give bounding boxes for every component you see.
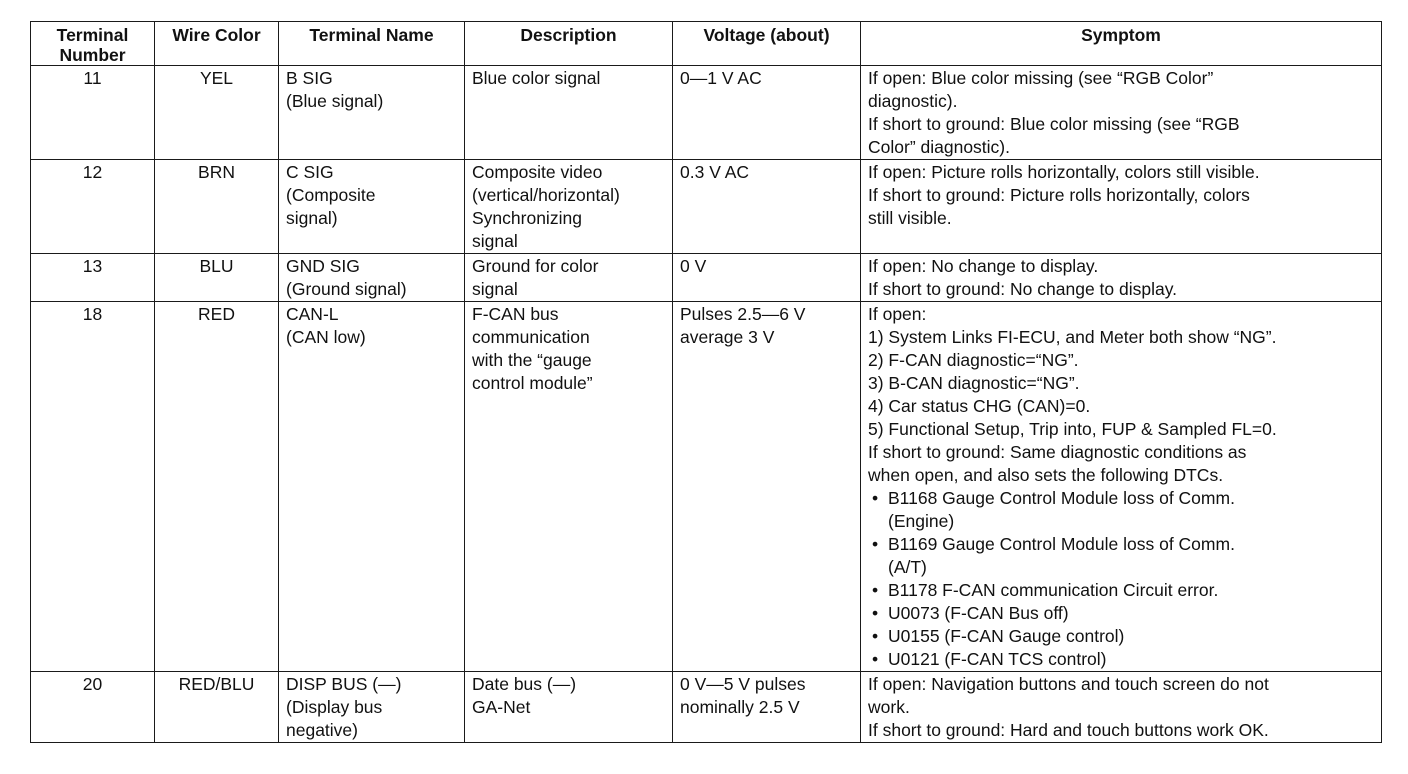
- symptom-line: 2) F-CAN diagnostic=“NG”.: [868, 350, 1079, 370]
- description-line: GA-Net: [472, 697, 531, 717]
- table-row: [31, 160, 1382, 254]
- description-line: Ground for color: [472, 256, 599, 276]
- description-line: signal: [472, 279, 518, 299]
- terminal-name-cell: [279, 254, 465, 302]
- symptom-line: Color” diagnostic).: [868, 137, 1010, 157]
- header-terminal-name: Terminal Name: [279, 22, 465, 66]
- symptom-cell: [861, 672, 1382, 743]
- description-cell: [465, 302, 673, 672]
- terminal-name-cell: [279, 672, 465, 743]
- wire-color-cell: RED/BLU: [155, 672, 279, 743]
- voltage-cell: [673, 160, 861, 254]
- description-cell: [465, 160, 673, 254]
- description-line: signal: [472, 231, 518, 251]
- description-line: (vertical/horizontal): [472, 185, 620, 205]
- terminal-name-cell: [279, 160, 465, 254]
- description-line: Synchronizing: [472, 208, 582, 228]
- terminal-name-line: CAN-L: [286, 304, 339, 324]
- terminal-name-line: (Display bus: [286, 697, 383, 717]
- terminal-name-cell: [279, 302, 465, 672]
- symptom-line: If short to ground: Picture rolls horizontally, colors: [868, 185, 1250, 205]
- symptom-line: diagnostic).: [868, 91, 958, 111]
- voltage-line: 0—1 V AC: [680, 68, 762, 88]
- wire-color-cell: BLU: [155, 254, 279, 302]
- symptom-line: If short to ground: Hard and touch buttons work OK.: [868, 720, 1269, 740]
- symptom-line: If open: No change to display.: [868, 256, 1099, 276]
- voltage-cell: [673, 254, 861, 302]
- symptom-line: • U0121 (F-CAN TCS control): [868, 648, 1374, 671]
- terminal-number-cell: 11: [31, 66, 155, 160]
- terminal-name-line: (Blue signal): [286, 91, 384, 111]
- symptom-line: If short to ground: Blue color missing (see “RGB: [868, 114, 1240, 134]
- symptom-line: still visible.: [868, 208, 952, 228]
- symptom-line: 1) System Links FI-ECU, and Meter both show “NG”.: [868, 327, 1277, 347]
- symptom-line: • U0073 (F-CAN Bus off): [868, 602, 1374, 625]
- terminal-name-line: B SIG: [286, 68, 333, 88]
- symptom-line: If open: Picture rolls horizontally, colors still visible.: [868, 162, 1260, 182]
- header-symptom: Symptom: [861, 22, 1382, 66]
- table-row: [31, 302, 1382, 672]
- symptom-line: (A/T): [888, 557, 927, 577]
- voltage-cell: [673, 66, 861, 160]
- terminal-name-line: GND SIG: [286, 256, 360, 276]
- table-row: [31, 66, 1382, 160]
- description-line: Composite video: [472, 162, 603, 182]
- voltage-line: Pulses 2.5—6 V: [680, 304, 806, 324]
- symptom-line: 4) Car status CHG (CAN)=0.: [868, 396, 1091, 416]
- description-line: communication: [472, 327, 590, 347]
- terminal-name-line: signal): [286, 208, 338, 228]
- symptom-line: 3) B-CAN diagnostic=“NG”.: [868, 373, 1080, 393]
- wire-color-cell: RED: [155, 302, 279, 672]
- symptom-line: If open:: [868, 304, 927, 324]
- header-voltage: Voltage (about): [673, 22, 861, 66]
- symptom-line: If short to ground: No change to display.: [868, 279, 1178, 299]
- symptom-line: when open, and also sets the following DTCs.: [868, 465, 1224, 485]
- symptom-line: If open: Navigation buttons and touch screen do not: [868, 674, 1269, 694]
- header-wire-color: Wire Color: [155, 22, 279, 66]
- table-row: [31, 672, 1382, 743]
- description-cell: [465, 254, 673, 302]
- description-line: F-CAN bus: [472, 304, 559, 324]
- description-line: with the “gauge: [472, 350, 592, 370]
- terminal-name-line: DISP BUS (—): [286, 674, 402, 694]
- symptom-cell: [861, 254, 1382, 302]
- terminal-name-line: (Composite: [286, 185, 376, 205]
- voltage-line: average 3 V: [680, 327, 775, 347]
- terminal-table: [30, 21, 1382, 743]
- terminal-number-cell: 12: [31, 160, 155, 254]
- symptom-line: • B1178 F-CAN communication Circuit error.: [868, 579, 1374, 602]
- description-line: control module”: [472, 373, 593, 393]
- symptom-line: • U0155 (F-CAN Gauge control): [868, 625, 1374, 648]
- symptom-cell: [861, 66, 1382, 160]
- description-line: Date bus (—): [472, 674, 577, 694]
- voltage-cell: [673, 672, 861, 743]
- description-cell: [465, 672, 673, 743]
- header-description: Description: [465, 22, 673, 66]
- symptom-line: If short to ground: Same diagnostic conditions as: [868, 442, 1247, 462]
- symptom-cell: [861, 302, 1382, 672]
- symptom-cell: [861, 160, 1382, 254]
- terminal-name-line: C SIG: [286, 162, 334, 182]
- terminal-name-line: negative): [286, 720, 358, 740]
- voltage-line: 0 V: [680, 256, 707, 276]
- voltage-line: nominally 2.5 V: [680, 697, 800, 717]
- symptom-line: (Engine): [888, 511, 955, 531]
- wire-color-cell: YEL: [155, 66, 279, 160]
- symptom-line: • B1169 Gauge Control Module loss of Comm.: [868, 533, 1374, 556]
- voltage-line: 0 V—5 V pulses: [680, 674, 806, 694]
- voltage-line: 0.3 V AC: [680, 162, 750, 182]
- terminal-number-cell: 20: [31, 672, 155, 743]
- header-row: [31, 22, 1382, 66]
- header-terminal-number: Terminal Number: [31, 22, 155, 66]
- symptom-line: work.: [868, 697, 910, 717]
- terminal-name-line: (Ground signal): [286, 279, 407, 299]
- wire-color-cell: BRN: [155, 160, 279, 254]
- terminal-number-cell: 18: [31, 302, 155, 672]
- description-cell: [465, 66, 673, 160]
- terminal-name-cell: [279, 66, 465, 160]
- voltage-cell: [673, 302, 861, 672]
- table-body: [31, 66, 1382, 743]
- symptom-line: If open: Blue color missing (see “RGB Color”: [868, 68, 1214, 88]
- description-line: Blue color signal: [472, 68, 601, 88]
- symptom-line: • B1168 Gauge Control Module loss of Comm.: [868, 487, 1374, 510]
- table-row: [31, 254, 1382, 302]
- terminal-number-cell: 13: [31, 254, 155, 302]
- symptom-line: 5) Functional Setup, Trip into, FUP & Sampled FL=0.: [868, 419, 1277, 439]
- terminal-name-line: (CAN low): [286, 327, 366, 347]
